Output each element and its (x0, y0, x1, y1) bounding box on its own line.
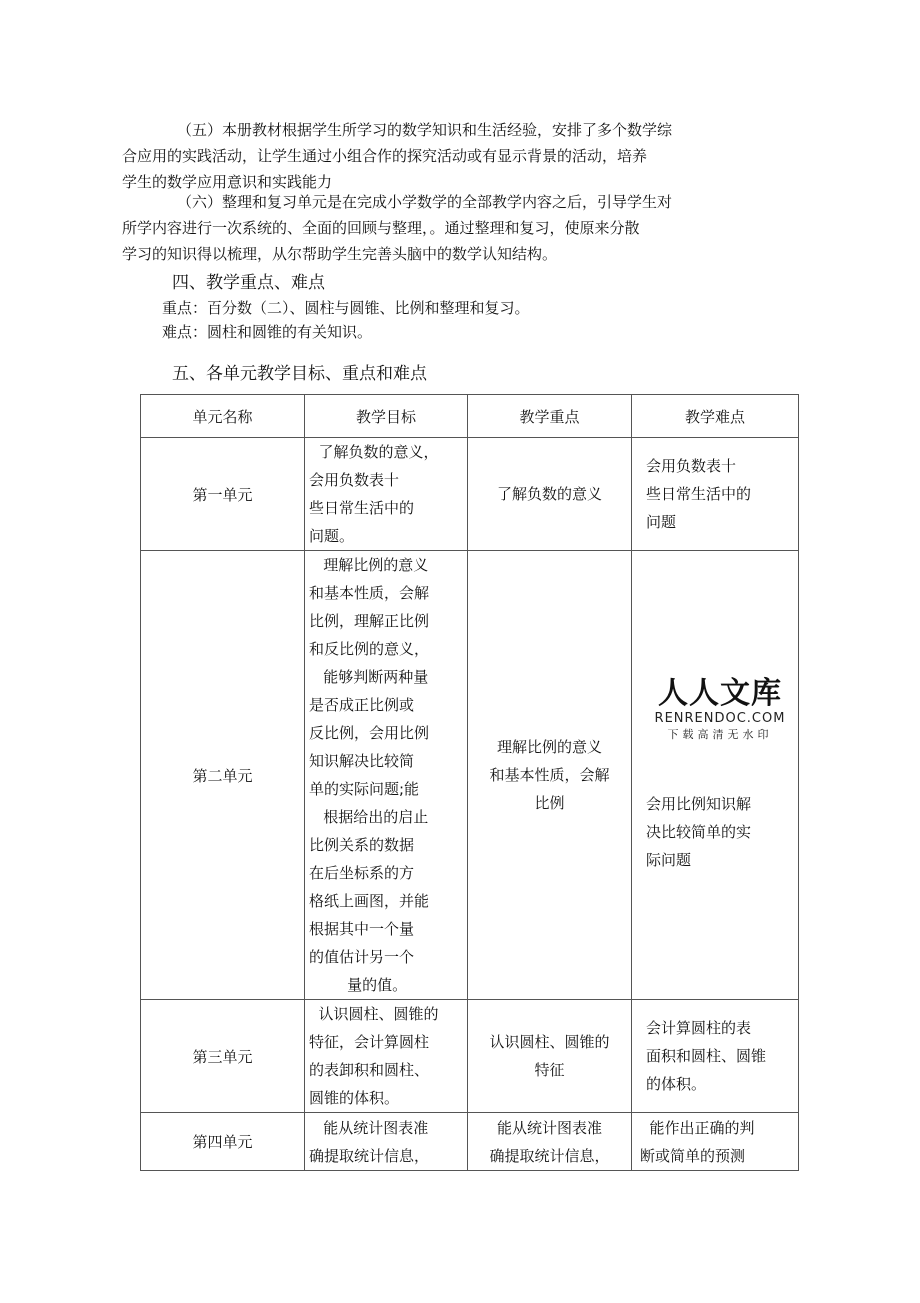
unit-name-cell: 第一单元 (141, 438, 305, 551)
column-header: 教学目标 (305, 395, 468, 438)
goal-cell: 认识圆柱、圆锥的 特征，会计算圆柱 的表卸积和圆柱、 圆锥的体积。 (305, 1000, 468, 1113)
section-four-heading: 四、教学重点、难点 (172, 273, 325, 293)
watermark-logo (646, 677, 794, 742)
difficulty-text-cell: 会用比例知识解 决比较简单的实 际问题 (646, 794, 752, 869)
column-header: 教学重点 (468, 395, 632, 438)
focus-cell: 理解比例的意义 和基本性质，会解 比例 (468, 551, 632, 1000)
unit-name-cell: 第三单元 (141, 1000, 305, 1113)
column-header: 单元名称 (141, 395, 305, 438)
paragraph-line: 学习的知识得以梳理，从尔帮助学生完善头脑中的数学认知结构。 (122, 245, 558, 263)
goal-cell: 了解负数的意义， 会用负数表十 些日常生活中的 问题。 (305, 438, 468, 551)
difficulty-text: 难点：圆柱和圆锥的有关知识。 (162, 323, 373, 341)
difficulty-cell: 能作出正确的判 断或简单的预测 (632, 1113, 799, 1171)
watermark-title: 人人文库 (658, 675, 782, 711)
table-row (141, 438, 799, 551)
paragraph-line: 学生的数学应用意识和实践能力 (122, 173, 333, 191)
table-row (141, 1113, 799, 1171)
difficulty-cell: 会用负数表十 些日常生活中的 问题 (632, 438, 799, 551)
watermark-url: RENRENDOC.COM (654, 710, 786, 726)
paragraph-six (122, 189, 722, 267)
focus-cell: 能从统计图表准 确提取统计信息， (468, 1113, 632, 1171)
table-header-row (141, 395, 799, 438)
difficulty-cell (632, 551, 799, 1000)
difficulty-cell: 会计算圆柱的表 面积和圆柱、圆锥 的体积。 (632, 1000, 799, 1113)
unit-goals-table (140, 394, 799, 1171)
paragraph-five (122, 117, 722, 195)
focus-cell: 了解负数的意义 (468, 438, 632, 551)
column-header: 教学难点 (632, 395, 799, 438)
goal-cell: 理解比例的意义 和基本性质，会解 比例，理解正比例 和反比例的意义， 能够判断两种量 是否成正比例或 反比例，会用比例 知识解决比较简 单的实际问题;能 根据给出的启止 比例关系的数据 在后坐标系的方 格纸上画图，并能 根据其中一个量 的值估计另一个 量的值。 (305, 551, 468, 1000)
watermark-subtitle: 下载高清无水印 (667, 727, 773, 741)
table-row (141, 1000, 799, 1113)
unit-name-cell: 第四单元 (141, 1113, 305, 1171)
paragraph-line: 所学内容进行一次系统的、全面的回顾与整理，。通过整理和复习，使原来分散 (122, 219, 640, 237)
paragraph-line: （六）整理和复习单元是在完成小学数学的全部教学内容之后，引导学生对 (177, 193, 673, 211)
section-five-heading: 五、各单元教学目标、重点和难点 (172, 364, 427, 384)
paragraph-line: （五）本册教材根据学生所学习的数学知识和生活经验，安排了多个数学综 (177, 121, 673, 139)
focus-cell: 认识圆柱、圆锥的 特征 (468, 1000, 632, 1113)
key-point-text: 重点：百分数（二）、圆柱与圆锥、比例和整理和复习。 (162, 299, 530, 317)
paragraph-line: 合应用的实践活动，让学生通过小组合作的探究活动或有显示背景的活动，培养 (122, 147, 648, 165)
goal-cell: 能从统计图表准 确提取统计信息， (305, 1113, 468, 1171)
unit-name-cell: 第二单元 (141, 551, 305, 1000)
table-row (141, 551, 799, 1000)
